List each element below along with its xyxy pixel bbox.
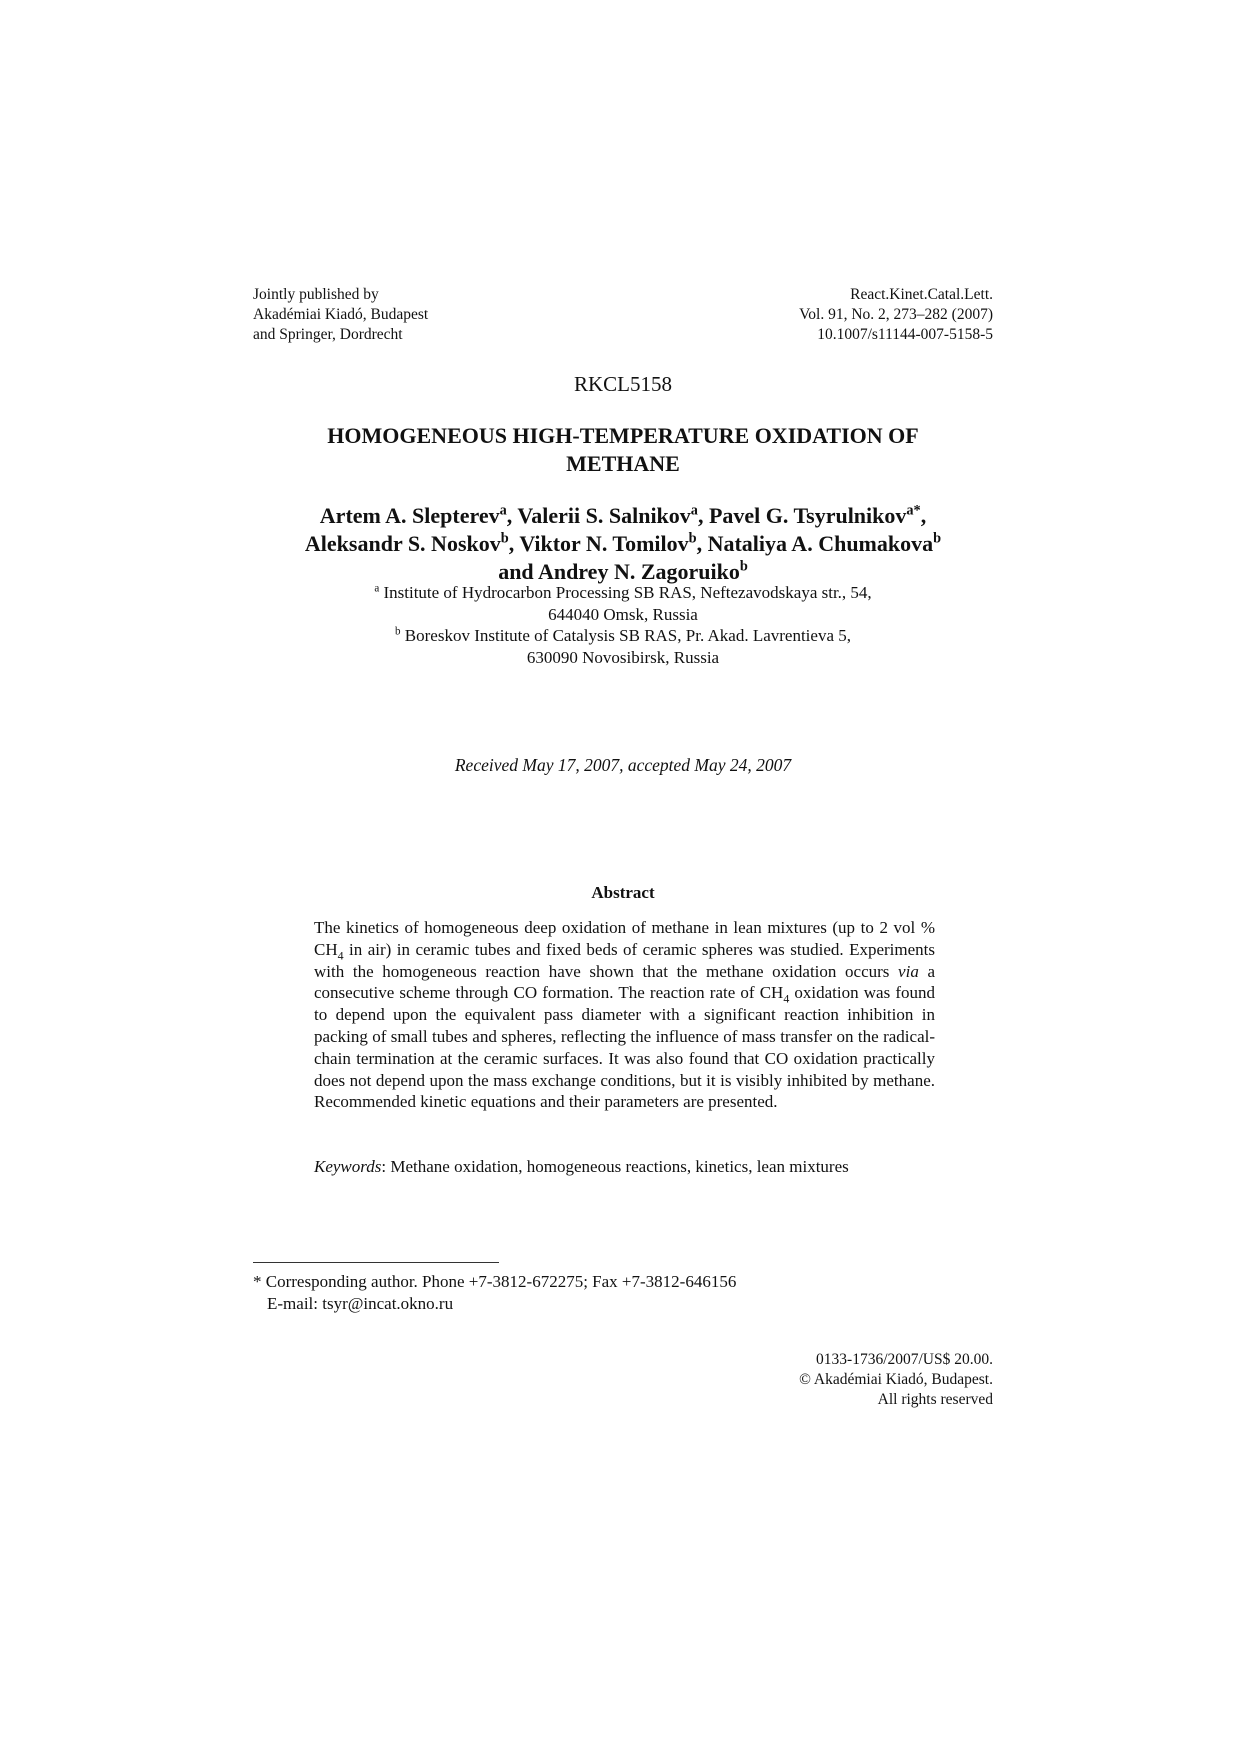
affiliation: $^a$ Institute of Hydrocarbon Processing SB RAS, Neftezavodskaya str., 54,	[374, 582, 872, 602]
footnote-line: * Corresponding author. Phone +7-3812-672275; Fax +7-3812-646156	[253, 1272, 737, 1291]
keywords-label: Keywords	[314, 1157, 382, 1176]
header-left	[253, 285, 653, 345]
affiliation-mark: a	[374, 582, 380, 595]
author-name: Nataliya A. Chumakova	[707, 531, 934, 556]
affiliation-mark: b	[395, 625, 401, 638]
journal-name: React.Kinet.Catal.Lett.	[850, 286, 993, 303]
rights: All rights reserved	[877, 1391, 993, 1408]
copyright: © Akadémiai Kiadó, Budapest.	[799, 1371, 993, 1388]
author-sup: a	[499, 502, 507, 519]
author-sup: b	[933, 530, 942, 547]
author-name: Valerii S. Salnikov	[517, 503, 691, 528]
author-name: Andrey N. Zagoruiko	[537, 559, 740, 584]
author-name: Aleksandr S. Noskov	[304, 531, 501, 556]
author-sup: b	[500, 530, 509, 547]
abstract-heading: Abstract	[591, 883, 655, 902]
publisher-info	[640, 1350, 993, 1410]
article-code: RKCL5158	[573, 372, 672, 396]
journal-volume: Vol. 91, No. 2, 273–282 (2007)	[799, 306, 993, 323]
author-name: Pavel G. Tsyrulnikov	[708, 503, 907, 528]
author-sup: a*	[906, 502, 921, 519]
doi: 10.1007/s11144-007-5158-5	[817, 326, 993, 343]
header-right	[640, 285, 993, 345]
footnote-email: E-mail: tsyr@incat.okno.ru	[267, 1294, 454, 1313]
author-line: Aleksandr S. Noskov$^b$, Viktor N. Tomilov$^b$, Nataliya A. Chumakova$^b$	[304, 530, 942, 556]
abstract-body: The kinetics of homogeneous deep oxidation of methane in lean mixtures (up to 2 vol % $CH_4$ in air) in ceramic tubes and fixed beds of ceramic spheres was studied. Experiments with the homogeneous reaction have shown that the methane oxidation occurs via a consecutive scheme through CO formation. The reaction rate of $CH_4$ oxidation was found to depend upon the equivalent pass diameter with a significant reaction inhibition in packing of small tubes and spheres, reflecting the influence of mass transfer on the radical-chain termination at the ceramic surfaces. It was also found that CO oxidation practically does not depend upon the mass exchange conditions, but it is visibly inhibited by methane. Recommended kinetic equations and their parameters are presented.	[314, 918, 936, 1112]
affiliation: $^b$ Boreskov Institute of Catalysis SB RAS, Pr. Akad. Lavrentieva 5,	[395, 625, 851, 645]
footnote	[253, 1271, 953, 1315]
author-name: Artem A. Slepterev	[319, 503, 500, 528]
keywords-text: : Methane oxidation, homogeneous reactions, kinetics, lean mixtures	[381, 1157, 849, 1176]
footnote-divider	[253, 1262, 499, 1263]
author-sup: b	[739, 558, 748, 575]
affiliations	[253, 582, 993, 668]
author-name: Viktor N. Tomilov	[519, 531, 689, 556]
received-date: Received May 17, 2007, accepted May 24, 2007	[454, 755, 792, 775]
affiliation-line: 630090 Novosibirsk, Russia	[526, 647, 720, 667]
issn-price: 0133-1736/2007/US$ 20.00.	[816, 1351, 993, 1368]
paper-title	[253, 422, 993, 478]
author-sup: a	[690, 502, 698, 519]
author-sup: b	[688, 530, 697, 547]
header-left-line: Jointly published by	[253, 286, 379, 303]
header-left-line: and Springer, Dordrecht	[253, 326, 403, 343]
author-line: and Andrey N. Zagoruiko$^b$	[498, 558, 748, 584]
keywords	[314, 1157, 954, 1177]
title-line: METHANE	[566, 451, 680, 476]
author-list	[253, 502, 993, 586]
title-line: HOMOGENEOUS HIGH-TEMPERATURE OXIDATION OF	[327, 423, 919, 448]
author-line: Artem A. Slepterev$^a$, Valerii S. Salnikov$^a$, Pavel G. Tsyrulnikov$^{a*}$,	[319, 502, 927, 528]
header-left-line: Akadémiai Kiadó, Budapest	[253, 306, 429, 323]
affiliation-line: 644040 Omsk, Russia	[548, 604, 698, 624]
